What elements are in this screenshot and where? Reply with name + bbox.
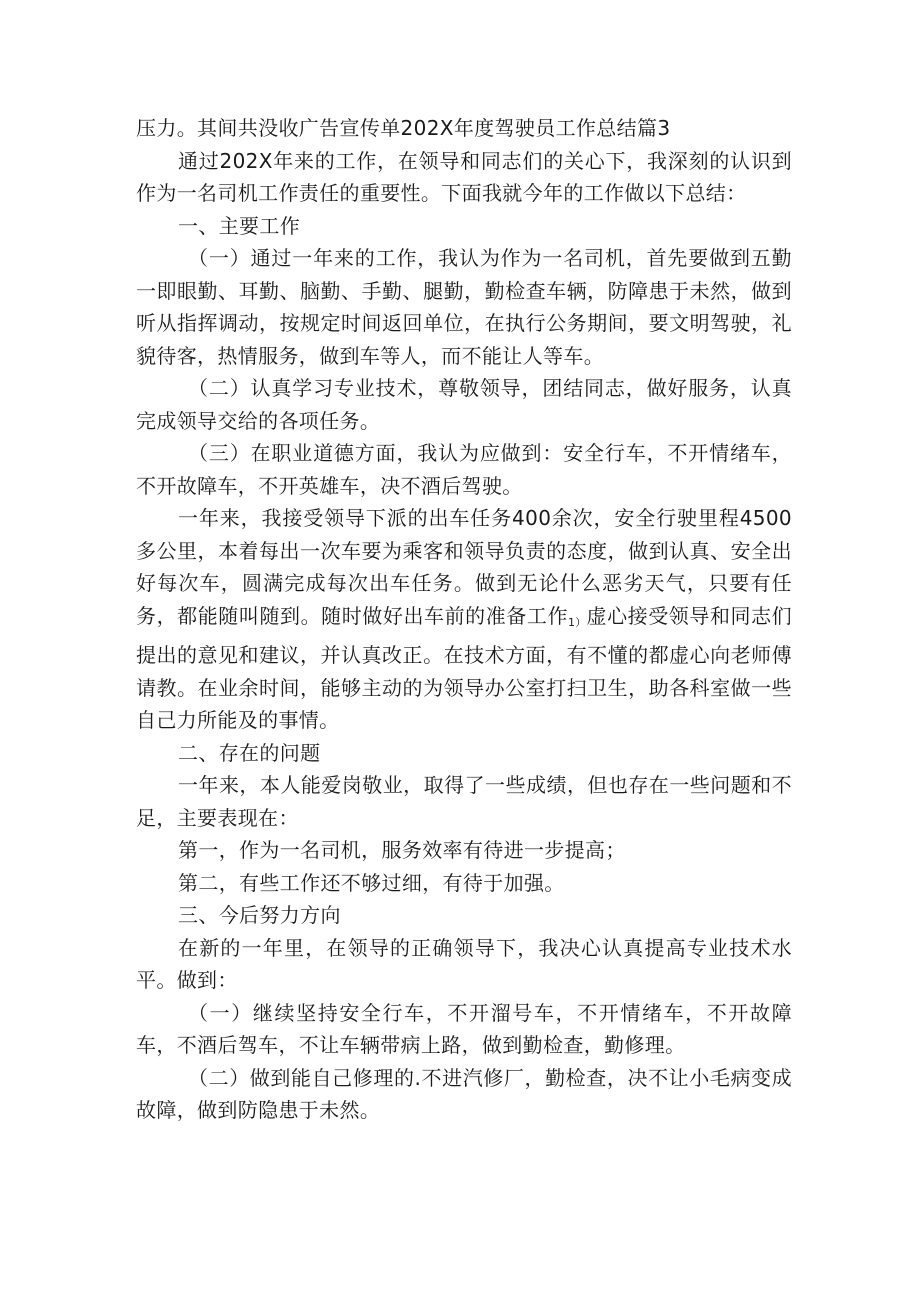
section-heading-problems: 二、存在的问题 — [178, 740, 321, 765]
paragraph-direction-item-1: （一）继续坚持安全行车，不开溜号车，不开情绪车，不开故障车，不酒后驾车，不让车辆带病上路，做到勤检查，勤修理。 — [136, 1000, 792, 1057]
paragraph-direction-item-2: （二）做到能自己修理的.不进汽修厂，勤检查，决不让小毛病变成故障，做到防隐患于未然。 — [136, 1065, 792, 1122]
paragraph-work-item-1: （一）通过一年来的工作，我认为作为一名司机，首先要做到五勤一即眼勤、耳勤、脑勤、手勤、腿勤，勤检查车辆，防障患于未然，做到听从指挥调动，按规定时间返回单位，在执行公务期间，要文明驾驶，礼貌待客，热情服务，做到车等人，而不能让人等车。 — [136, 246, 792, 368]
year-summary-text-after: 虚心接受领导和同志们提出的意见和建议，并认真改正。在技术方面，有不懂的都虚心向老师傅请教。在业余时间，能够主动的为领导办公室打扫卫生，助各科室做一些自己力所能及的事情。 — [136, 603, 793, 732]
section-heading-main-work: 一、主要工作 — [178, 213, 301, 238]
section-heading-direction: 三、今后努力方向 — [178, 903, 341, 927]
paragraph-year-summary — [136, 502, 792, 737]
paragraph-work-item-3: （三）在职业道德方面，我认为应做到：安全行车，不开情绪车，不开故障车，不开英雄车，决不酒后驾驶。 — [136, 441, 792, 498]
paragraph-work-item-2: （二）认真学习专业技术，尊敬领导，团结同志，做好服务，认真完成领导交给的各项任务。 — [136, 376, 792, 433]
paragraph-opening: 通过202X年来的工作，在领导和同志们的关心下，我深刻的认识到作为一名司机工作责任的重要性。下面我就今年的工作做以下总结： — [136, 148, 792, 205]
paragraph-problem-2: 第二，有些工作还不够过细，有待于加强。 — [178, 870, 565, 895]
paragraph-intro: 压力。其间共没收广告宣传单202X年度驾驶员工作总结篇3 — [136, 116, 671, 140]
document-page — [136, 112, 792, 1127]
paragraph-problem-1: 第一，作为一名司机，服务效率有待进一步提高； — [178, 838, 626, 862]
paragraph-direction-intro: 在新的一年里，在领导的正确领导下，我决心认真提高专业技术水平。做到： — [136, 935, 792, 992]
year-summary-text-before: 一年来，我接受领导下派的出车任务400余次，安全行驶里程4500多公里，本着每出一次车要为乘客和领导负责的态度，做到认真、安全出好每次车，圆满完成每次出车任务。做到无论什么恶劣天气，只要有任务，都能随叫随到。随时做好出车前的准备工作 — [136, 506, 792, 628]
footnote-marker: 1） — [568, 615, 587, 629]
paragraph-problems-intro: 一年来，本人能爱岗敬业，取得了一些成绩，但也存在一些问题和不足，主要表现在： — [136, 773, 792, 830]
